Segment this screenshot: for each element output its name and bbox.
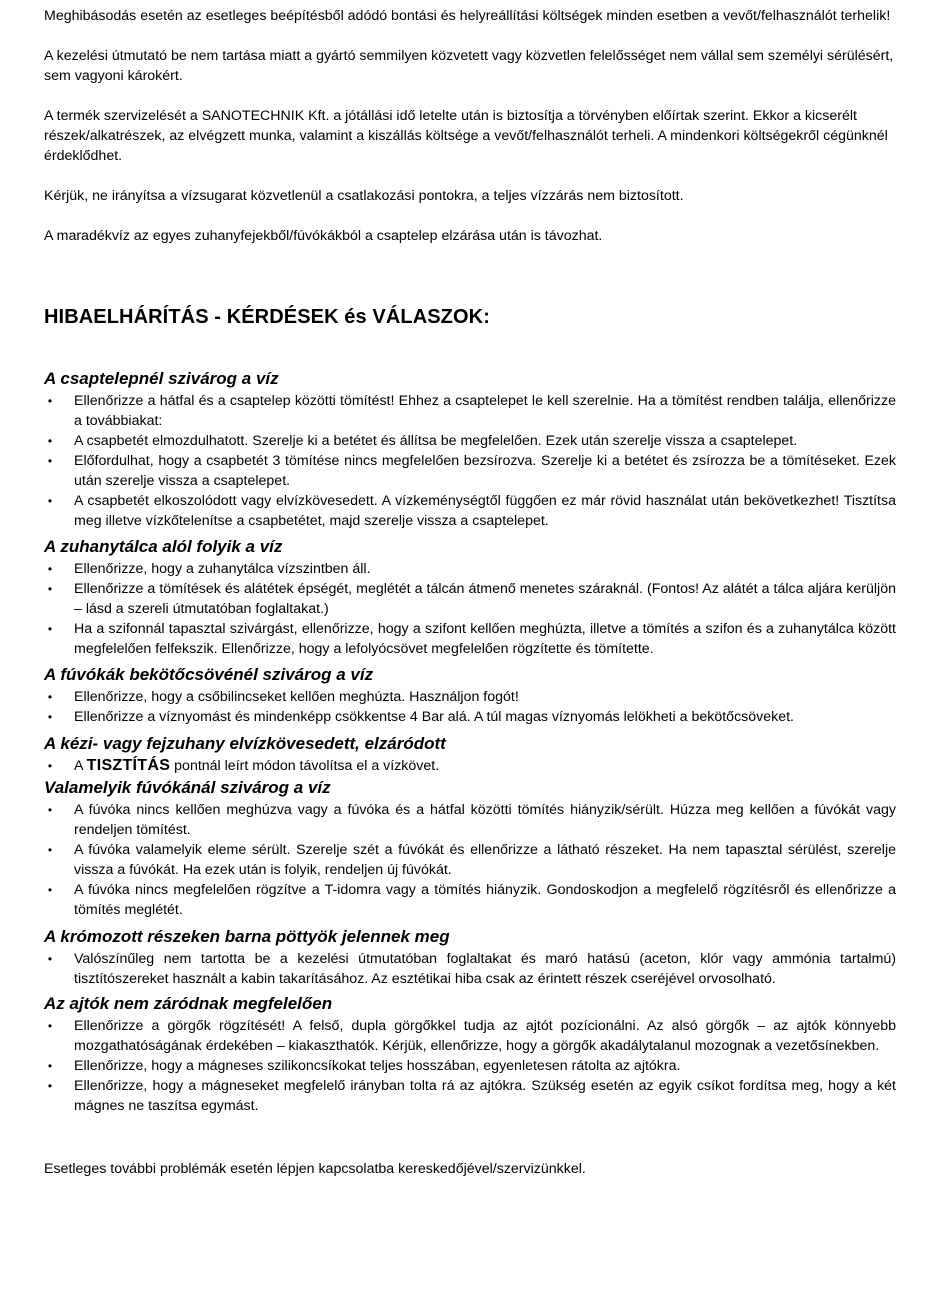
list-item [44, 619, 896, 659]
bullet-list [44, 1016, 896, 1116]
list-item [44, 707, 896, 727]
list-item-text: Ellenőrizze, hogy a csőbilincseket kellően meghúzta. Használjon fogót! [74, 689, 519, 705]
list-item [44, 431, 896, 451]
bullet-icon: • [47, 454, 53, 468]
page-title: HIBAELHÁRÍTÁS - KÉRDÉSEK és VÁLASZOK: [44, 306, 490, 328]
list-item [44, 1076, 896, 1116]
list-item-text: Ellenőrizze a hátfal és a csaptelep közötti tömítést! Ehhez a csaptelepet le kell szerelnie. Ha a tömítést rendben találja, ellenőrizze a továbbiakat: [74, 393, 896, 429]
section-kromozott [44, 925, 896, 989]
list-item-text: Ellenőrizze, hogy a mágneseket megfelelő irányban tolta rá az ajtókra. Szükség esetén az egyik csíkot fordítsa meg, hogy a két mágnes ne taszítsa egymást. [74, 1078, 896, 1114]
list-item-text: Ellenőrizze a víznyomást és mindenképp csökkentse 4 Bar alá. A túl magas víznyomás lelökheti a bekötőcsöveket. [74, 709, 794, 725]
bullet-icon: • [47, 759, 53, 773]
list-item-text: Ha a szifonnál tapasztal szivárgást, ellenőrizze, hogy a szifont kellően meghúzta, illetve a tömítés a szifon és a zuhanytálca között megfelelően felfekszik. Ellenőrizze, hogy a lefolyócsövet megfelelően rögzítette és tömítette. [74, 621, 896, 657]
section-heading: A csaptelepnél szivárog a víz [44, 369, 279, 388]
bullet-icon: • [47, 690, 53, 704]
list-item-text: Ellenőrizze, hogy a zuhanytálca vízszintben áll. [74, 561, 371, 577]
list-item [44, 391, 896, 431]
bullet-icon: • [47, 394, 53, 408]
list-item [44, 579, 896, 619]
bullet-list [44, 756, 896, 776]
list-item-text: A fúvóka nincs megfelelően rögzítve a T-idomra vagy a tömítés hiányzik. Gondoskodjon a megfelelő rögzítésről és ellenőrizze a tömítés meglétét. [74, 882, 896, 918]
list-item-text: Ellenőrizze a görgők rögzítését! A felső, dupla görgőkkel tudja az ajtót pozícionálni. Az alsó görgők – az ajtók könnyebb mozgathatóságának érdekében – kiakaszthatók. Kérjük, ellenőrizze, hogy a görgők akadálytalanul mozognak a vezetősínekben. [74, 1018, 896, 1054]
section-ajtok [44, 992, 896, 1116]
section-csaptelep [44, 367, 896, 531]
bullet-icon: • [47, 883, 53, 897]
section-fuvoka [44, 776, 896, 920]
list-item [44, 1016, 896, 1056]
list-item [44, 800, 896, 840]
bullet-icon: • [47, 843, 53, 857]
section-heading: A zuhanytálca alól folyik a víz [44, 537, 283, 556]
section-heading: Valamelyik fúvókánál szivárog a víz [44, 778, 331, 797]
list-item [44, 880, 896, 920]
list-item-text-pre: A [74, 758, 87, 774]
section-bekotocso [44, 663, 896, 727]
section-heading: Az ajtók nem záródnak megfelelően [44, 994, 333, 1013]
bullet-icon: • [47, 562, 53, 576]
bullet-icon: • [47, 952, 53, 966]
intro-paragraph: Kérjük, ne irányítsa a vízsugarat közvetlenül a csatlakozási pontokra, a teljes vízzárás nem biztosított. [44, 188, 684, 204]
list-item [44, 1056, 896, 1076]
bullet-icon: • [47, 1059, 53, 1073]
list-item-text: Előfordulhat, hogy a csapbetét 3 tömítése nincs megfelelően bezsírozva. Szerelje ki a betétet és zsírozza be a tömítéseket. Ezek után szerelje vissza a csaptelepet. [74, 453, 896, 489]
intro-paragraph: Meghibásodás esetén az esetleges beépítésből adódó bontási és helyreállítási költségek minden esetben a vevőt/felhasználót terhelik! [44, 8, 891, 24]
intro-paragraph: A maradékvíz az egyes zuhanyfejekből/fúvókákból a csaptelep elzárása után is távozhat. [44, 228, 603, 244]
bullet-icon: • [47, 1019, 53, 1033]
list-item-text: A csapbetét elkoszolódott vagy elvízkövesedett. A vízkeménységtől függően ez már rövid használat után bekövetkezhet! Tisztítsa meg illetve vízkőtelenítse a csapbetétet, majd szerelje vissza a csaptelepet. [74, 493, 896, 529]
bullet-list [44, 391, 896, 531]
bullet-list [44, 687, 896, 727]
list-item-text: A csapbetét elmozdulhatott. Szerelje ki a betétet és állítsa be megfelelően. Ezek után szerelje vissza a csaptelepet. [74, 433, 798, 449]
intro-paragraph: A termék szervizelését a SANOTECHNIK Kft. a jótállási idő letelte után is biztosítja a törvényben előírtak szerint. Ekkor a kicserélt részek/alkatrészek, az elvégzett munka, valamint a kiszállás költsége a vevőt/felhasználót terheli. A mindenkori költségekről cégünknél érdeklődhet. [44, 108, 888, 164]
bullet-icon: • [47, 434, 53, 448]
list-item [44, 840, 896, 880]
list-item [44, 756, 896, 776]
list-item [44, 559, 896, 579]
list-item [44, 451, 896, 491]
list-item-text: Ellenőrizze, hogy a mágneses szilikoncsíkokat teljes hosszában, egyenletesen rátolta az ajtókra. [74, 1058, 681, 1074]
list-item [44, 491, 896, 531]
section-heading: A fúvókák bekötőcsövénél szivárog a víz [44, 665, 374, 684]
bullet-icon: • [47, 622, 53, 636]
bullet-list [44, 949, 896, 989]
list-item-text-post: pontnál leírt módon távolítsa el a vízkövet. [170, 758, 440, 774]
list-item-text: Valószínűleg nem tartotta be a kezelési útmutatóban foglaltakat és maró hatású (aceton, klór vagy ammónia tartalmú) tisztítószereket használt a kabin takarításához. Az esztétikai hiba csak az érintett részek cseréjével orvosolható. [74, 951, 896, 987]
section-zuhanytalca [44, 535, 896, 659]
bullet-icon: • [47, 803, 53, 817]
bullet-icon: • [47, 1079, 53, 1093]
bullet-list [44, 800, 896, 920]
closing-note: Esetleges további problémák esetén lépjen kapcsolatba kereskedőjével/szervizünkkel. [44, 1161, 586, 1177]
bullet-icon: • [47, 494, 53, 508]
intro-notes [44, 6, 896, 266]
list-item [44, 949, 896, 989]
section-kezizuhany [44, 732, 896, 776]
list-item [44, 687, 896, 707]
list-item-text: Ellenőrizze a tömítések és alátétek épségét, meglétét a tálcán átmenő menetes száraknál. (Fontos! Az alátét a tálca aljára kerüljön – lásd a szereli útmutatóban foglaltakat.) [74, 581, 896, 617]
list-item-text: A fúvóka valamelyik eleme sérült. Szerelje szét a fúvókát és ellenőrizze a látható részeket. Ha nem tapasztal sérülést, szerelje vissza a fúvókát. Ha ezek után is folyik, rendeljen új fúvókát. [74, 842, 896, 878]
list-item-emphasis: TISZTÍTÁS [86, 757, 171, 774]
section-heading: A krómozott részeken barna pöttyök jelennek meg [44, 927, 450, 946]
bullet-list [44, 559, 896, 659]
bullet-icon: • [47, 582, 53, 596]
section-heading: A kézi- vagy fejzuhany elvízkövesedett, elzáródott [44, 734, 446, 753]
list-item-text: A fúvóka nincs kellően meghúzva vagy a fúvóka és a hátfal közötti tömítés hiányzik/sérült. Húzza meg kellően a fúvókát vagy rendeljen tömítést. [74, 802, 896, 838]
bullet-icon: • [47, 710, 53, 724]
intro-paragraph: A kezelési útmutató be nem tartása miatt a gyártó semmilyen közvetett vagy közvetlen felelősséget nem vállal sem személyi sérülésért, sem vagyoni károkért. [44, 48, 894, 84]
